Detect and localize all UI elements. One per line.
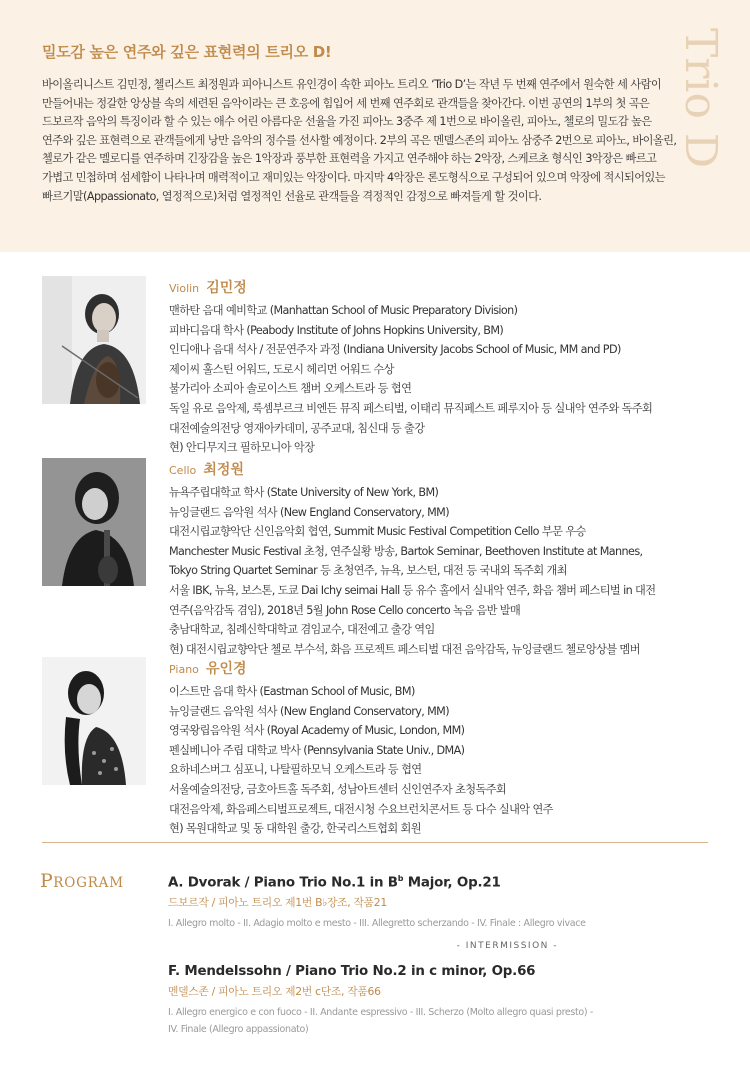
career-item: 불가리아 소피아 솔로이스트 챔버 오케스트라 등 협연 <box>169 382 412 396</box>
career-item: 현) 안디무지크 필하모니아 악장 <box>169 441 315 455</box>
program-heading-rest: ROGRAM <box>53 875 124 891</box>
piece-title-part: A. Dvorak / Piano Trio No.1 in B <box>168 875 398 891</box>
instrument-label: Violin <box>169 282 200 295</box>
career-item: 대전음악제, 화음페스티벌프로젝트, 대전시청 수요브런치콘서트 등 다수 실내악 연주 <box>169 802 553 816</box>
pianist-info <box>169 657 714 839</box>
movement-line: I. Allegro energico e con fuoco - II. Andante espressivo - III. Scherzo (Molto allegro quasi presto) - <box>168 1007 593 1018</box>
career-item: 피바디음대 학사 (Peabody Institute of Johns Hopkins University, BM) <box>169 323 504 337</box>
svg-text:Trio D: Trio D <box>675 28 726 169</box>
career-item: 서울 IBK, 뉴욕, 보스톤, 도쿄 Dai Ichy seimai Hall 등 유수 홀에서 실내악 연주, 화음 챔버 페스티벌 in 대전 <box>169 583 656 597</box>
career-list <box>169 483 714 659</box>
career-item: 독일 유로 음악제, 룩셈부르크 비엔든 뮤직 페스티벌, 이태리 뮤직페스트 페루지아 등 실내악 연주와 독주회 <box>169 401 653 415</box>
career-item: 요하네스버그 심포니, 나탈필하모닉 오케스트라 등 협연 <box>169 763 422 777</box>
career-item: 연주(음악감독 겸임), 2018년 5월 John Rose Cello concerto 녹음 음반 발매 <box>169 603 521 617</box>
program-piece-dvorak <box>168 874 698 932</box>
intro-description: 바이올리니스트 김민정, 첼리스트 최정원과 피아니스트 유인경이 속한 피아노 트리오 ‘Trio D’는 작년 두 번째 연주에서 원숙한 세 사람이 만들어내는 정갈한 앙상블 속의 세련된 음악이라는 큰 호응에 힘입어 세 번째 연주회로 관객들을 찾아간다. 이번 공연의 1부의 첫 곡은 드보르작 음악의 특징이라 할 수 있는 애수 어린 아름다운 선율을 가진 피아노 3중주 제 1번으로 바이올린, 피아노, 첼로의 밀도감 높은 연주와 깊은 표현력으로 관객들에게 낭만 음악의 정수를 선사할 예정이다. 2부의 곡은 멘델스존의 피아노 삼중주 2번으로 피아노, 바이올린, 첼로가 같은 멜로디를 연주하며 긴장감을 높은 1악장과 풍부한 표현력을 가지고 연주해야 하는 2악장, 스케르초 형식인 3악장은 빠르고 가볍고 민첩하며 섬세함이 나타나며 매력적이고 재미있는 악장이다. 마지막 4악장은 론도형식으로 구성되어 있으며 악장에 적시되어있는 빠르기말(Appassionato, 열정적으로)처럼 열정적인 선율로 관객들을 격정적인 감정으로 빠져들게 할 것이다. <box>42 78 677 203</box>
piece-movements <box>168 1004 698 1038</box>
career-item: 펜실베니아 주립 대학교 박사 (Pennsylvania State Univ., DMA) <box>169 743 465 757</box>
intro-section <box>0 0 750 252</box>
career-item: 현) 목원대학교 및 동 대학원 출강, 한국리스트협회 회원 <box>169 822 421 836</box>
movement-line: IV. Finale (Allegro appassionato) <box>168 1024 309 1035</box>
instrument-label: Piano <box>169 663 199 676</box>
career-item: 맨하탄 음대 예비학교 (Manhattan School of Music Preparatory Division) <box>169 304 518 317</box>
career-list <box>169 682 714 839</box>
program-heading <box>40 870 124 892</box>
career-item: 뉴잉글랜드 음악원 석사 (New England Conservatory, MM) <box>169 505 450 519</box>
career-item: 서울예술의전당, 금호아트홀 독주회, 성남아트센터 신인연주자 초청독주회 <box>169 782 507 796</box>
career-item: 이스트만 음대 학사 (Eastman School of Music, BM) <box>169 685 415 698</box>
career-item: Tokyo String Quartet Seminar 등 초청연주, 뉴욕, 보스턴, 대전 등 국내외 독주회 개최 <box>169 564 567 578</box>
artist-name: 유인경 <box>205 661 247 677</box>
pianist-photo <box>42 657 146 785</box>
movement-line: I. Allegro molto - II. Adagio molto e mesto - III. Allegretto scherzando - IV. Finale : Allegro vivace <box>168 918 586 930</box>
career-item: 대전예술의전당 영재아카데미, 공주교대, 침신대 등 출강 <box>169 421 425 435</box>
career-list <box>169 301 714 458</box>
career-item: 인디애나 음대 석사 / 전문연주자 과정 (Indiana University Jacobs School of Music, MM and PD) <box>169 343 621 357</box>
instrument-label: Cello <box>169 464 197 477</box>
flat-symbol: b <box>397 874 404 883</box>
trio-d-logo <box>672 22 742 232</box>
artist-name: 김민정 <box>206 280 247 296</box>
section-divider <box>42 842 708 843</box>
career-item: 대전시립교향악단 신인음악회 협연, Summit Music Festival Competition Cello 부문 우승 <box>169 525 586 539</box>
cellist-photo <box>42 458 146 586</box>
career-item: 뉴욕주립대학교 학사 (State University of New York, BM) <box>169 486 439 499</box>
career-item: 뉴잉글랜드 음악원 석사 (New England Conservatory, MM) <box>169 704 450 718</box>
cellist-info <box>169 458 714 659</box>
piece-title-part: Major, Op.21 <box>403 875 501 891</box>
career-item: 영국왕립음악원 석사 (Royal Academy of Music, London, MM) <box>169 724 465 738</box>
career-item: 현) 대전시립교향악단 첼로 부수석, 화음 프로젝트 페스티벌 대전 음악감독, 뉴잉글랜드 첼로앙상블 멤버 <box>169 642 640 656</box>
piece-title <box>168 874 698 890</box>
piece-title: F. Mendelssohn / Piano Trio No.2 in c minor, Op.66 <box>168 964 536 979</box>
career-item: Manchester Music Festival 초청, 연주실황 방송, Bartok Seminar, Beethoven Institute at Mannes, <box>169 544 643 558</box>
program-piece-mendelssohn <box>168 964 698 1038</box>
piece-korean-title: 멘델스존 / 피아노 트리오 제2번 c단조, 작품66 <box>168 985 381 998</box>
career-item: 제이씨 훌스틴 어워드, 도로시 헤리먼 어워드 수상 <box>169 362 394 376</box>
piece-korean-title: 드보르작 / 피아노 트리오 제1번 B♭장조, 작품21 <box>168 896 387 910</box>
intro-title: 밀도감 높은 연주와 깊은 표현력의 트리오 D! <box>42 43 332 61</box>
violinist-info <box>169 276 714 458</box>
violinist-photo <box>42 276 146 404</box>
program-heading-initial: P <box>40 870 54 892</box>
intermission-label: - INTERMISSION - <box>456 941 558 951</box>
artist-name: 최정원 <box>203 462 244 478</box>
career-item: 충남대학교, 침례신학대학교 겸임교수, 대전예고 출강 역임 <box>169 623 435 637</box>
piece-movements <box>168 915 698 932</box>
